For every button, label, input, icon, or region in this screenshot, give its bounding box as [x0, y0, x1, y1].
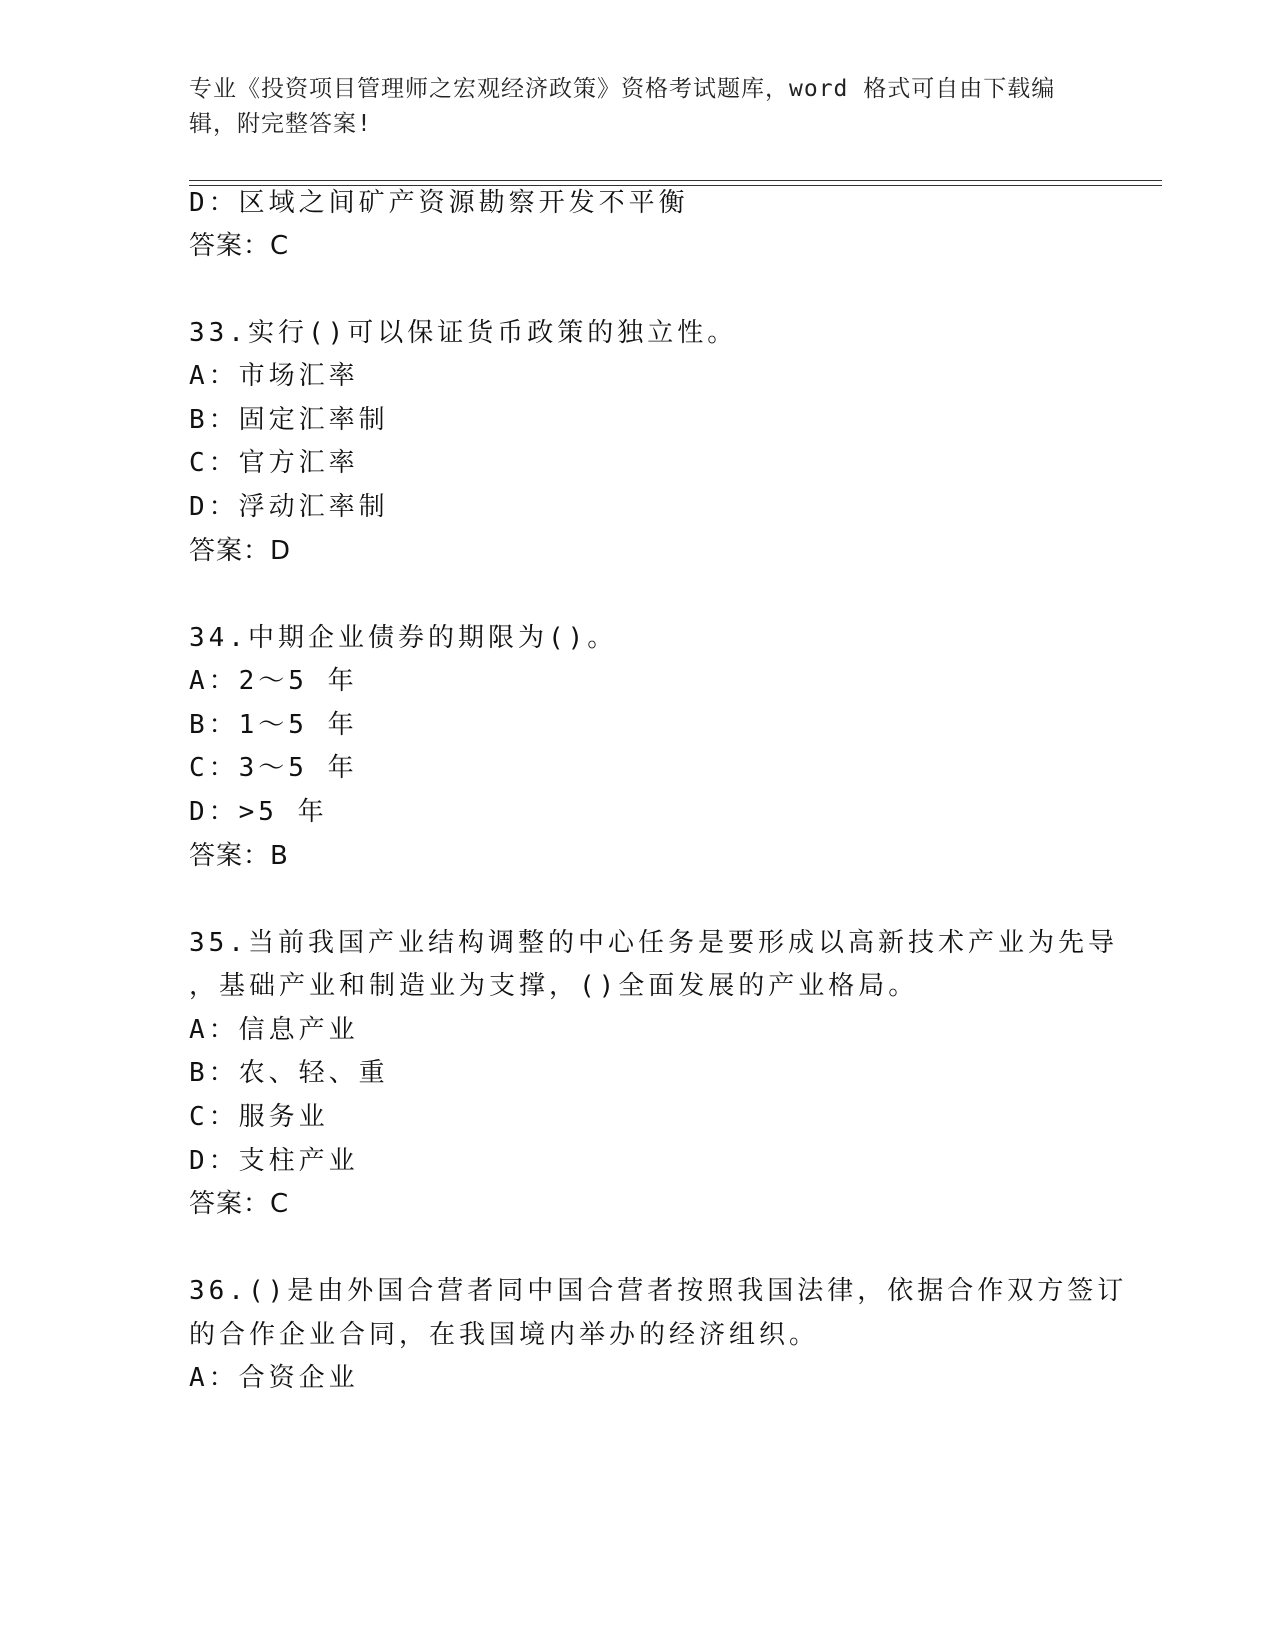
q33-question: 33.实行()可以保证货币政策的独立性。 [189, 318, 738, 348]
prev-option-d: D：区域之间矿产资源勘察开发不平衡 [189, 188, 689, 218]
q34-option-d: D：>5 年 [189, 797, 328, 827]
q35-option-b: B：农、轻、重 [189, 1058, 389, 1088]
q35-question-line-1: 35.当前我国产业结构调整的中心任务是要形成以高新技术产业为先导 [189, 928, 1118, 958]
header-rule-bottom [189, 185, 1162, 186]
q35-answer: 答案：C [189, 1189, 290, 1219]
q36-question-line-2: 的合作企业合同，在我国境内举办的经济组织。 [189, 1320, 820, 1350]
q33-answer: 答案：D [189, 536, 292, 566]
q36-question-line-1: 36.()是由外国合营者同中国合营者按照我国法律，依据合作双方签订 [189, 1276, 1128, 1306]
q35-option-d: D：支柱产业 [189, 1146, 359, 1176]
document-header [189, 72, 1089, 142]
header-line-2: 辑，附完整答案! [189, 111, 372, 137]
q36-option-a: A：合资企业 [189, 1363, 359, 1393]
q34-option-c: C：3～5 年 [189, 753, 358, 783]
prev-answer: 答案：C [189, 231, 290, 261]
q35-option-c: C：服务业 [189, 1102, 329, 1132]
q34-option-a: A：2～5 年 [189, 666, 358, 696]
q34-option-b: B：1～5 年 [189, 710, 358, 740]
header-line-1: 专业《投资项目管理师之宏观经济政策》资格考试题库，word 格式可自由下载编 [189, 76, 1056, 102]
q33-option-a: A：市场汇率 [189, 361, 359, 391]
q33-option-c: C：官方汇率 [189, 448, 359, 478]
q34-answer: 答案：B [189, 841, 289, 871]
q35-question-line-2: ，基础产业和制造业为支撑，()全面发展的产业格局。 [189, 971, 919, 1001]
header-rule-top [189, 180, 1162, 181]
q35-option-a: A：信息产业 [189, 1015, 359, 1045]
q33-option-b: B：固定汇率制 [189, 405, 389, 435]
q33-option-d: D：浮动汇率制 [189, 492, 389, 522]
q34-question: 34.中期企业债券的期限为()。 [189, 623, 618, 653]
